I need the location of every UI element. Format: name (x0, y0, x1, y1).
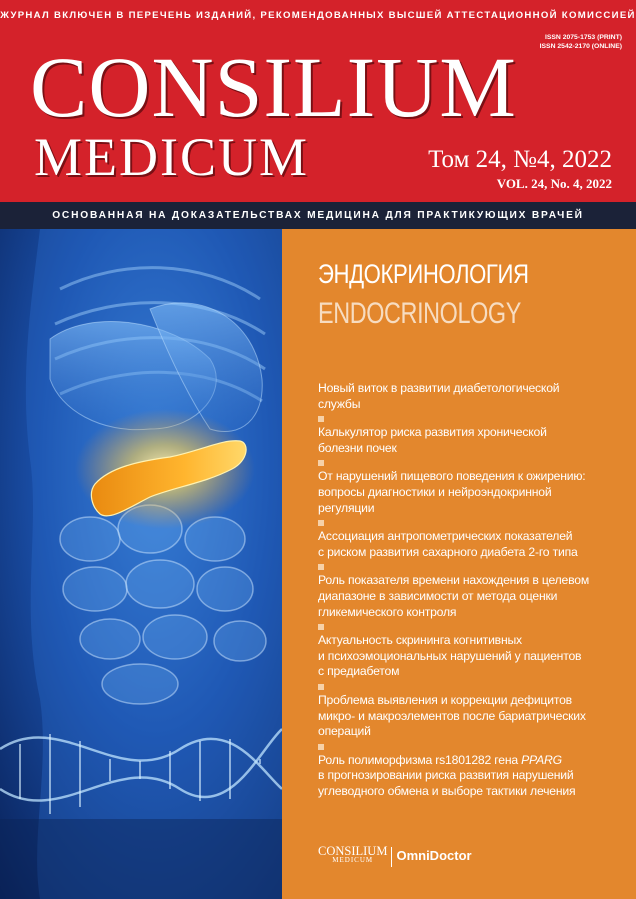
journal-subtitle: MEDICUM (34, 127, 310, 187)
bullet-square-icon (318, 520, 324, 526)
toc-item-8-text: Роль полиморфизма rs1801282 гена (318, 752, 522, 767)
section-title-en: ENDOCRINOLOGY (318, 297, 521, 330)
tagline: ОСНОВАННАЯ НА ДОКАЗАТЕЛЬСТВАХ МЕДИЦИНА ДЛЯ ПРАКТИКУЮЩИХ ВРАЧЕЙ (52, 210, 584, 221)
bullet-square-icon (318, 624, 324, 630)
journal-title: CONSILIUM (30, 39, 517, 135)
cover-header (0, 0, 636, 202)
issn-print: ISSN 2075-1753 (PRINT) (544, 34, 622, 41)
table-of-contents (318, 381, 618, 799)
cover-illustration (0, 229, 282, 899)
logo-divider (391, 847, 392, 867)
issn-block (540, 33, 622, 51)
toc-item-2[interactable]: Калькулятор риска развития хронической болезни почек (318, 425, 547, 455)
vak-notice: ЖУРНАЛ ВКЛЮЧЕН В ПЕРЕЧЕНЬ ИЗДАНИЙ, РЕКОМЕНДОВАННЫХ ВЫСШЕЙ АТТЕСТАЦИОННОЙ КОМИССИЕЙ (0, 10, 636, 21)
toc-item-6[interactable]: Актуальность скрининга когнитивных и психоэмоциональных нарушений у пациентов с предиабетом (318, 633, 582, 679)
section-title-ru: ЭНДОКРИНОЛОГИЯ (318, 259, 529, 289)
tagline-band (0, 202, 636, 229)
toc-item-8[interactable]: Роль полиморфизма rs1801282 гена PPARG в прогнозировании риска развития нарушений углеводного обмена и выборе тактики лечения (318, 752, 576, 798)
consilium-medicum-logo: CONSILIUM MEDICUM (318, 844, 388, 864)
toc-item-1[interactable]: Новый виток в развитии диабетологической службы (318, 381, 560, 411)
publisher-logo[interactable] (318, 844, 472, 867)
omnidoctor-logo: OmniDoctor (396, 848, 472, 863)
bullet-square-icon (318, 684, 324, 690)
volume-ru: Том 24, №4, 2022 (428, 146, 612, 173)
gene-name: PPARG (521, 752, 562, 767)
toc-item-7[interactable]: Проблема выявления и коррекции дефицитов микро- и макроэлементов после бариатрических операций (318, 692, 586, 739)
volume-en: VOL. 24, No. 4, 2022 (496, 176, 612, 191)
anatomy-illustration (0, 229, 282, 899)
bullet-square-icon (318, 416, 324, 422)
bullet-square-icon (318, 564, 324, 570)
toc-item-3[interactable]: От нарушений пищевого поведения к ожирению: вопросы диагностики и нейроэндокринной регуляции (318, 469, 586, 515)
toc-item-5[interactable]: Роль показателя времени нахождения в целевом диапазоне в зависимости от метода оценки гликемического контроля (318, 573, 590, 619)
bullet-square-icon (318, 460, 324, 466)
toc-item-4[interactable]: Ассоциация антропометрических показателей с риском развития сахарного диабета 2-го типа (318, 529, 578, 559)
contents-panel (282, 229, 636, 899)
issn-online: ISSN 2542-2170 (ONLINE) (539, 43, 622, 50)
bullet-square-icon (318, 744, 324, 750)
